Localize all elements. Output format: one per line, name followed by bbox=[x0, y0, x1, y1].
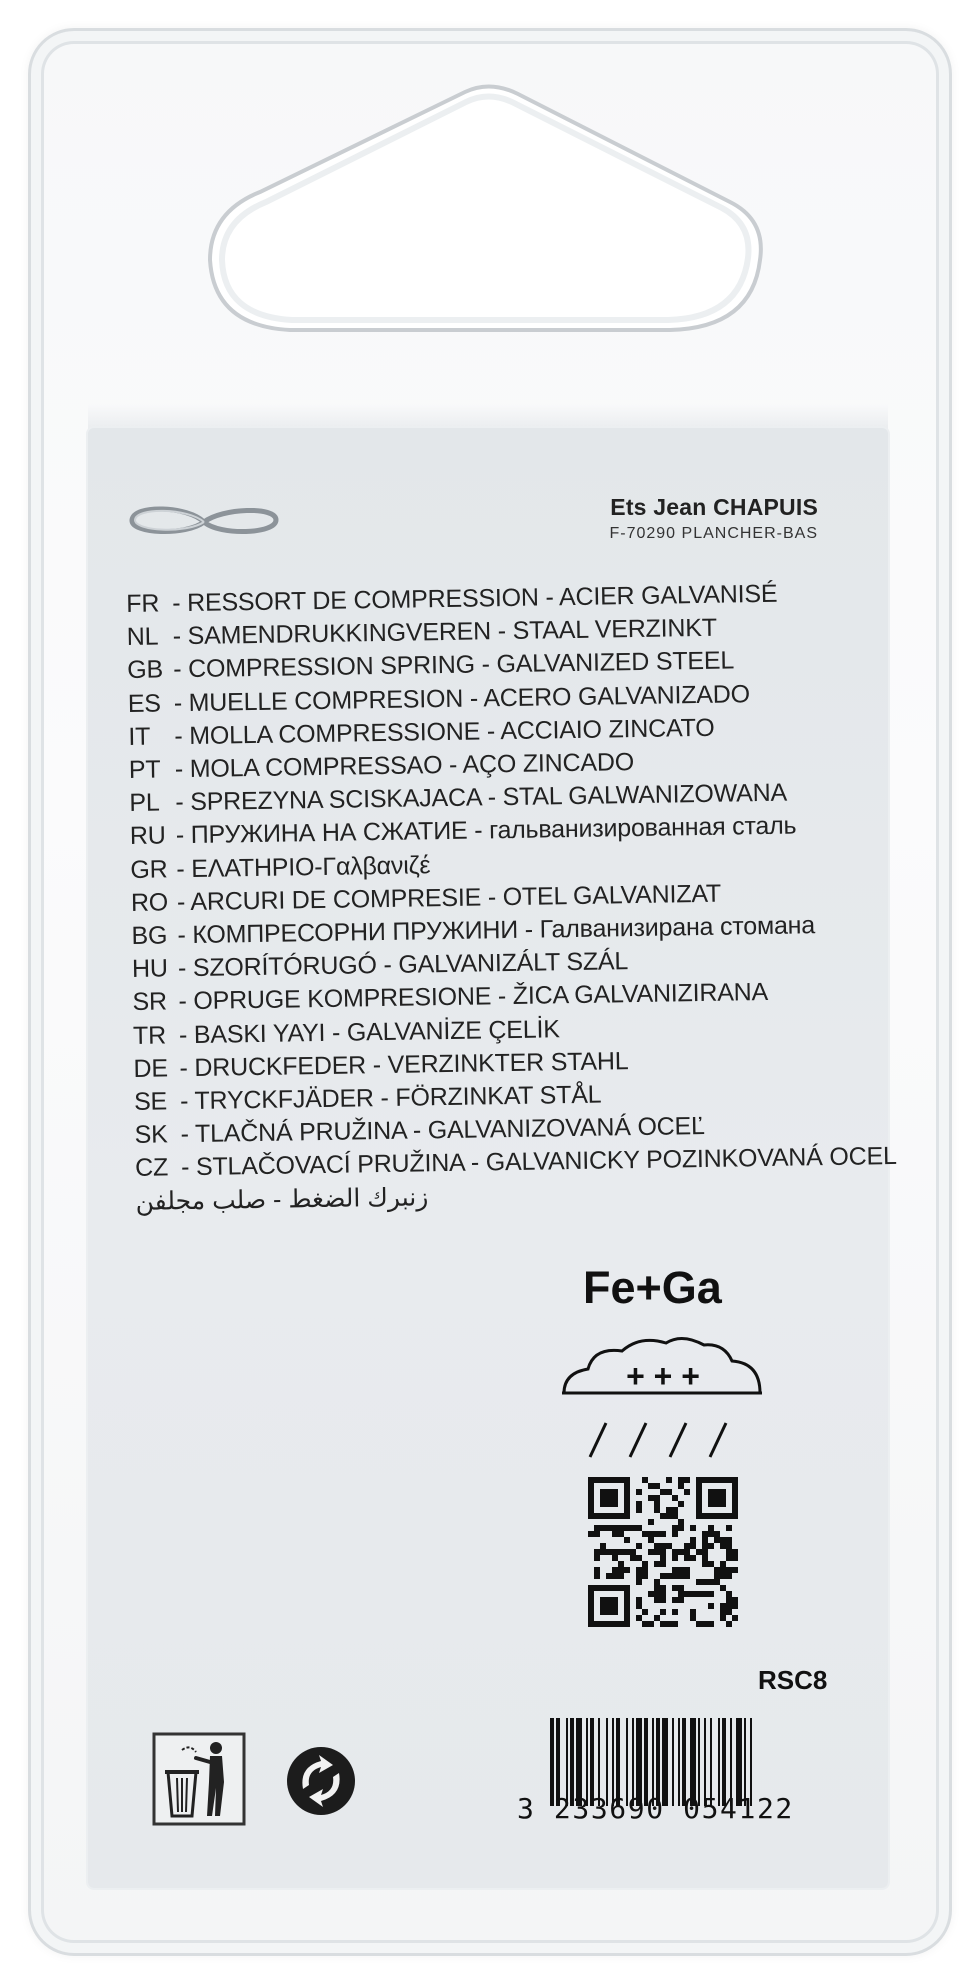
material-label: Fe+Ga bbox=[583, 1262, 722, 1313]
language-text: - MOLA COMPRESSAO - AÇO ZINCADO bbox=[174, 748, 635, 784]
language-text: - ΕΛΑΤΗΡΙΟ-Γαλβανιζέ bbox=[176, 850, 431, 883]
language-text: - TLAČNÁ PRUŽINA - GALVANIZOVANÁ OCEĽ bbox=[180, 1112, 705, 1149]
recycle-icon bbox=[285, 1745, 357, 1817]
language-text: - SAMENDRUKKINGVEREN - STAAL VERZINKT bbox=[172, 613, 717, 651]
barcode-number: 3 233690 054122 bbox=[517, 1792, 794, 1825]
spring-logo-icon bbox=[128, 500, 280, 544]
language-text: - STLAČOVACÍ PRUŽINA - GALVANICKY POZINKOVANÁ OCEL bbox=[180, 1142, 897, 1182]
qr-code-icon bbox=[588, 1477, 738, 1627]
language-text: - COMPRESSION SPRING - GALVANIZED STEEL bbox=[173, 646, 735, 684]
language-text: - RESSORT DE COMPRESSION - ACIER GALVANISÉ bbox=[172, 579, 778, 618]
language-code: FR bbox=[126, 589, 160, 618]
language-text: - BASKI YAYI - GALVANİZE ÇELİK bbox=[178, 1014, 560, 1049]
product-reference: RSC8 bbox=[758, 1665, 828, 1695]
language-text: - КОМПРЕСОРНИ ПРУЖИНИ - Галванизирана стомана bbox=[177, 911, 816, 950]
language-code: SR bbox=[132, 987, 168, 1017]
language-text: - OPRUGE KOMPRESIONE - ŽICA GALVANIZIRANA bbox=[178, 978, 769, 1016]
language-code: GR bbox=[130, 855, 168, 884]
company-name: Ets Jean CHAPUIS bbox=[610, 494, 818, 520]
company-address: F-70290 PLANCHER-BAS bbox=[609, 525, 818, 542]
language-text: - TRYCKFJÄDER - FÖRZINKAT STÅL bbox=[179, 1080, 602, 1116]
language-text: - MUELLE COMPRESION - ACERO GALVANIZADO bbox=[173, 679, 751, 717]
trash-bin-icon bbox=[152, 1732, 246, 1826]
arabic-text: زنبرك الضغط - صلب مجلفن bbox=[135, 1182, 429, 1216]
language-code: CZ bbox=[134, 1153, 169, 1183]
language-code: TR bbox=[132, 1021, 167, 1050]
language-text: - DRUCKFEDER - VERZINKTER STAHL bbox=[179, 1047, 629, 1083]
language-text: - MOLLA COMPRESSIONE - ACCIAIO ZINCATO bbox=[174, 713, 715, 751]
language-code: PT bbox=[128, 755, 161, 784]
language-text: - SPREZYNA SCISKAJACA - STAL GALWANIZOWANA bbox=[175, 778, 788, 817]
language-code: GB bbox=[127, 655, 164, 685]
language-text: - SZORÍTÓRUGÓ - GALVANIZÁLT SZÁL bbox=[177, 947, 629, 983]
language-code: ES bbox=[127, 689, 161, 718]
language-code: NL bbox=[126, 622, 159, 652]
language-code: DE bbox=[133, 1054, 169, 1083]
language-text: - ПРУЖИНА НА СЖАТИЕ - гальванизированная сталь bbox=[175, 811, 797, 850]
company-block bbox=[609, 494, 818, 543]
language-list bbox=[126, 576, 897, 1219]
language-code: PL bbox=[129, 788, 160, 818]
language-code: RO bbox=[130, 888, 169, 917]
language-code: BG bbox=[131, 921, 168, 950]
language-text: - ARCURI DE COMPRESIE - OTEL GALVANIZAT bbox=[176, 879, 722, 917]
language-code: RU bbox=[129, 821, 166, 851]
cloud-plus-signs: + + + bbox=[626, 1358, 700, 1394]
language-code: SK bbox=[134, 1120, 168, 1150]
language-code: IT bbox=[128, 722, 151, 751]
cloud-rain-icon bbox=[558, 1335, 768, 1465]
language-code: SE bbox=[133, 1087, 168, 1116]
language-code: HU bbox=[131, 954, 168, 984]
hang-hole-icon bbox=[200, 80, 780, 360]
